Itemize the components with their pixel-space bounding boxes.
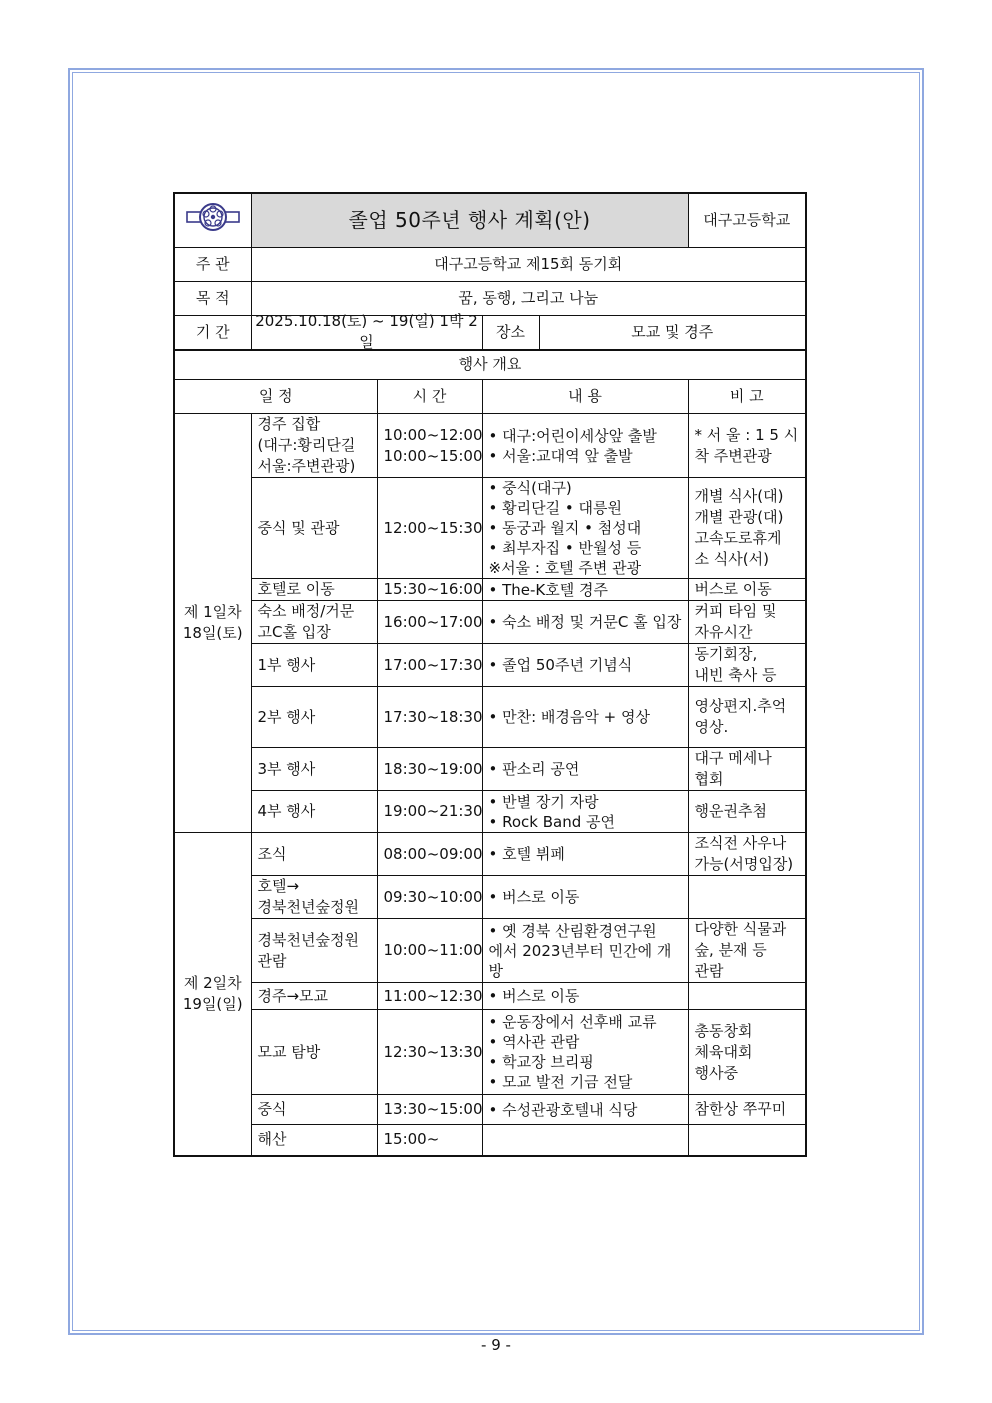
schedule-cell — [251, 1010, 377, 1095]
schedule-text: 숙소 배정/거문 — [257, 602, 355, 620]
content-item: • 반별 장기 자랑 — [489, 792, 682, 812]
remark-cell — [688, 919, 806, 983]
schedule-text: 4부 행사 — [257, 802, 316, 820]
remark-text: 행사중 — [694, 1063, 738, 1082]
content-cell — [482, 983, 688, 1010]
schedule-text: 경주→모교 — [257, 986, 329, 1005]
schedule-text: 경북천년숲정원 — [257, 898, 359, 916]
schedule-cell — [251, 414, 377, 478]
remark-text: 대구 메세나 — [694, 749, 772, 767]
time-text: 15:00~ — [383, 1130, 440, 1149]
content-cell — [482, 1125, 688, 1156]
host-row — [174, 247, 806, 281]
host-label: 주 관 — [174, 247, 251, 281]
remark-cell — [688, 414, 806, 478]
content-item: • 모교 발전 기금 전달 — [489, 1072, 682, 1092]
schedule-text: 중식 — [257, 1100, 287, 1118]
content-cell — [482, 601, 688, 644]
column-header-schedule: 일 정 — [174, 380, 377, 414]
time-text: 12:00~15:30 — [383, 518, 483, 537]
remark-cell — [688, 876, 806, 919]
time-text: 13:30~15:00 — [383, 1100, 483, 1118]
content-cell — [482, 833, 688, 876]
remark-text: 소 식사(서) — [694, 550, 769, 568]
time-cell — [377, 748, 482, 791]
time-cell — [377, 601, 482, 644]
content-list — [489, 986, 682, 1006]
remark-cell — [688, 687, 806, 748]
content-item: • 옛 경북 산림환경연구원 — [489, 921, 682, 941]
overview-row — [174, 350, 806, 380]
time-cell — [377, 791, 482, 833]
schedule-text: 경북천년숲정원 — [257, 930, 359, 949]
time-text: 17:30~18:30 — [383, 707, 483, 726]
place-value: 모교 및 경주 — [631, 322, 714, 341]
schedule-text: 2부 행사 — [257, 707, 316, 726]
remark-cell — [688, 983, 806, 1010]
content-item: • 최부자집 • 반월성 등 — [489, 538, 682, 558]
remark-text: 참한상 쭈꾸미 — [694, 1100, 787, 1118]
time-text: 12:30~13:30 — [383, 1042, 483, 1061]
content-item: • 숙소 배정 및 거문C 홀 입장 — [489, 612, 682, 632]
day-label-line: 제 2일차 — [183, 973, 242, 992]
content-cell — [482, 579, 688, 601]
remark-text: 가능(서명입장) — [694, 855, 794, 873]
content-item: • 수성관광호텔내 식당 — [489, 1100, 682, 1120]
time-text: 11:00~12:30 — [383, 986, 483, 1005]
schedule-text: 1부 행사 — [257, 655, 316, 674]
time-cell — [377, 644, 482, 687]
remark-cell — [688, 1010, 806, 1095]
content-item: • 졸업 50주년 기념식 — [489, 655, 682, 675]
content-cell — [482, 478, 688, 579]
schedule-row — [174, 983, 806, 1010]
content-cell — [482, 748, 688, 791]
schedule-cell — [251, 644, 377, 687]
time-text: 10:00~11:00 — [383, 941, 483, 959]
schedule-text: 호텔로 이동 — [257, 580, 335, 598]
content-cell — [482, 644, 688, 687]
schedule-cell — [251, 791, 377, 833]
schedule-text: 고C홀 입장 — [257, 623, 331, 641]
content-list — [489, 580, 682, 600]
schedule-text: 서울:주변관광) — [257, 457, 356, 475]
schedule-text: 조식 — [257, 844, 287, 863]
day2-label — [174, 833, 251, 1156]
time-cell — [377, 919, 482, 983]
content-list — [489, 707, 682, 727]
content-cell — [482, 876, 688, 919]
overview-heading: 행사 개요 — [174, 350, 806, 380]
content-list — [489, 478, 682, 558]
time-cell — [377, 876, 482, 919]
schedule-row — [174, 644, 806, 687]
schedule-row — [174, 687, 806, 748]
time-cell — [377, 1010, 482, 1095]
content-item: • 버스로 이동 — [489, 986, 682, 1006]
schedule-row — [174, 579, 806, 601]
content-item: • 운동장에서 선후배 교류 — [489, 1012, 682, 1032]
purpose-row — [174, 281, 806, 315]
page-title: 졸업 50주년 행사 계획(안) — [251, 193, 688, 247]
remark-cell — [688, 748, 806, 791]
remark-text: 조식전 사우나 — [694, 834, 787, 852]
remark-text: 체육대회 — [694, 1042, 753, 1061]
content-cell — [482, 919, 688, 983]
schedule-cell — [251, 601, 377, 644]
remark-text: 내빈 축사 등 — [694, 666, 777, 684]
content-list — [489, 1100, 682, 1120]
period-value — [251, 312, 482, 351]
host-value: 대구고등학교 제15회 동기회 — [251, 247, 806, 281]
schedule-row — [174, 414, 806, 478]
place-label: 장소 — [483, 316, 540, 349]
content-list — [489, 612, 682, 632]
place-cell — [482, 315, 806, 350]
content-item: • 황리단길 • 대릉원 — [489, 498, 682, 518]
page-number: - 9 - — [481, 1336, 511, 1354]
time-cell — [377, 833, 482, 876]
remark-text: 총동창회 — [694, 1021, 753, 1040]
remark-text: 개별 관광(대) — [694, 508, 784, 526]
content-cell — [482, 414, 688, 478]
content-item: • 버스로 이동 — [489, 887, 682, 907]
content-item: • 만찬: 배경음악 + 영상 — [489, 707, 682, 727]
schedule-text: 호텔→ — [257, 877, 300, 895]
time-cell — [377, 1125, 482, 1156]
schedule-text: 경주 집합 — [257, 415, 321, 433]
day-label-date: 18일(토) — [182, 624, 243, 642]
schedule-row — [174, 1095, 806, 1125]
day-label-date: 19일(일) — [182, 994, 243, 1013]
column-header-content: 내 용 — [482, 380, 688, 414]
remark-cell — [688, 478, 806, 579]
period-label: 기 간 — [174, 315, 251, 350]
content-note: 에서 2023년부터 민간에 개방 — [488, 941, 672, 980]
school-emblem-icon — [183, 199, 243, 235]
schedule-text: 해산 — [257, 1130, 287, 1149]
content-item: • 학교장 브리핑 — [489, 1052, 682, 1072]
remark-text: 착 주변관광 — [694, 446, 772, 465]
event-plan-table — [173, 192, 807, 1157]
column-header-time: 시 간 — [377, 380, 482, 414]
content-note: ※서울 : 호텔 주변 관광 — [488, 559, 642, 577]
time-cell — [377, 579, 482, 601]
remark-text: * 서 울 : 1 5 시 — [694, 425, 799, 444]
content-item: • 동궁과 월지 • 첨성대 — [489, 518, 682, 538]
content-item: • 판소리 공연 — [489, 759, 682, 779]
time-text: 18:30~19:00 — [383, 759, 483, 778]
schedule-row — [174, 876, 806, 919]
schedule-row — [174, 1010, 806, 1095]
schedule-text: 관람 — [257, 951, 287, 970]
content-list — [489, 655, 682, 675]
purpose-label: 목 적 — [174, 281, 251, 315]
content-cell — [482, 1010, 688, 1095]
schedule-row — [174, 748, 806, 791]
schedule-cell — [251, 919, 377, 983]
schedule-cell — [251, 833, 377, 876]
remark-text: 자유시간 — [694, 623, 753, 641]
remark-cell — [688, 833, 806, 876]
schedule-cell — [251, 1095, 377, 1125]
remark-text: 관람 — [694, 962, 724, 980]
day-label-line: 제 1일차 — [183, 603, 242, 621]
content-item: • 대구:어린이세상앞 출발 — [489, 426, 682, 446]
content-list — [489, 921, 682, 941]
time-cell — [377, 478, 482, 579]
remark-cell — [688, 579, 806, 601]
schedule-row — [174, 478, 806, 579]
time-cell — [377, 687, 482, 748]
time-text: 16:00~17:00 — [383, 612, 483, 631]
day1-section — [174, 414, 806, 833]
content-item: • Rock Band 공연 — [489, 812, 682, 832]
remark-text: 커피 타임 및 — [694, 602, 777, 620]
remark-text: 숲, 분재 등 — [694, 941, 767, 959]
content-item: • 호텔 뷔페 — [489, 844, 682, 864]
schedule-text: 중식 및 관광 — [257, 518, 340, 537]
content-item: • The-K호텔 경주 — [489, 580, 682, 600]
remark-cell — [688, 644, 806, 687]
schedule-cell — [251, 876, 377, 919]
content-list — [489, 887, 682, 907]
time-text: 08:00~09:00 — [383, 844, 483, 863]
content-list — [489, 1012, 682, 1092]
remark-cell — [688, 791, 806, 833]
time-cell — [377, 414, 482, 478]
schedule-text: 모교 탐방 — [257, 1042, 321, 1061]
schedule-cell — [251, 579, 377, 601]
time-cell — [377, 1095, 482, 1125]
remark-text: 고속도로휴게 — [694, 529, 782, 547]
content-item: • 서울:교대역 앞 출발 — [489, 446, 682, 466]
schedule-cell — [251, 748, 377, 791]
schedule-cell — [251, 478, 377, 579]
time-text: 17:00~17:30 — [383, 655, 483, 674]
schedule-cell — [251, 687, 377, 748]
purpose-value: 꿈, 동행, 그리고 나눔 — [251, 281, 806, 315]
time-text: 09:30~10:00 — [383, 887, 483, 906]
remark-text: 행운권추첨 — [694, 802, 767, 820]
schedule-row — [174, 1125, 806, 1156]
remark-cell — [688, 1095, 806, 1125]
title-row — [174, 193, 806, 247]
remark-text: 영상. — [694, 718, 729, 736]
remark-cell — [688, 1125, 806, 1156]
content-item: • 중식(대구) — [489, 478, 682, 498]
content-item: • 역사관 관람 — [489, 1032, 682, 1052]
schedule-text: (대구:황리단길 — [257, 436, 356, 454]
content-list — [489, 844, 682, 864]
content-cell — [482, 791, 688, 833]
day1-label — [174, 414, 251, 833]
content-cell — [482, 687, 688, 748]
day2-section — [174, 833, 806, 1156]
column-header-row — [174, 380, 806, 414]
content-list — [489, 759, 682, 779]
period-row — [174, 315, 806, 350]
remark-text: 다양한 식물과 — [694, 920, 787, 938]
content-list — [489, 426, 682, 466]
time-text: 15:30~16:00 — [383, 580, 483, 598]
schedule-row — [174, 833, 806, 876]
schedule-row — [174, 601, 806, 644]
remark-text: 영상편지.추억 — [694, 697, 787, 715]
content-list — [489, 792, 682, 832]
remark-text: 버스로 이동 — [694, 580, 772, 598]
time-cell — [377, 983, 482, 1010]
time-text: 19:00~21:30 — [383, 802, 483, 820]
time-text: 10:00~15:00 — [383, 446, 483, 465]
logo-cell — [174, 193, 251, 247]
column-header-remark: 비 고 — [688, 380, 806, 414]
school-name: 대구고등학교 — [688, 193, 806, 247]
time-text: 10:00~12:00 — [383, 425, 483, 444]
schedule-cell — [251, 983, 377, 1010]
schedule-row — [174, 919, 806, 983]
remark-text: 개별 식사(대) — [694, 487, 784, 505]
remark-text: 동기회장, — [694, 645, 758, 663]
content-cell — [482, 1095, 688, 1125]
schedule-cell — [251, 1125, 377, 1156]
period-dates: 2025.10.18(토) ~ 19(일) 1박 2일 — [255, 312, 478, 351]
schedule-row — [174, 791, 806, 833]
remark-cell — [688, 601, 806, 644]
schedule-text: 3부 행사 — [257, 759, 316, 778]
remark-text: 협회 — [694, 770, 724, 788]
